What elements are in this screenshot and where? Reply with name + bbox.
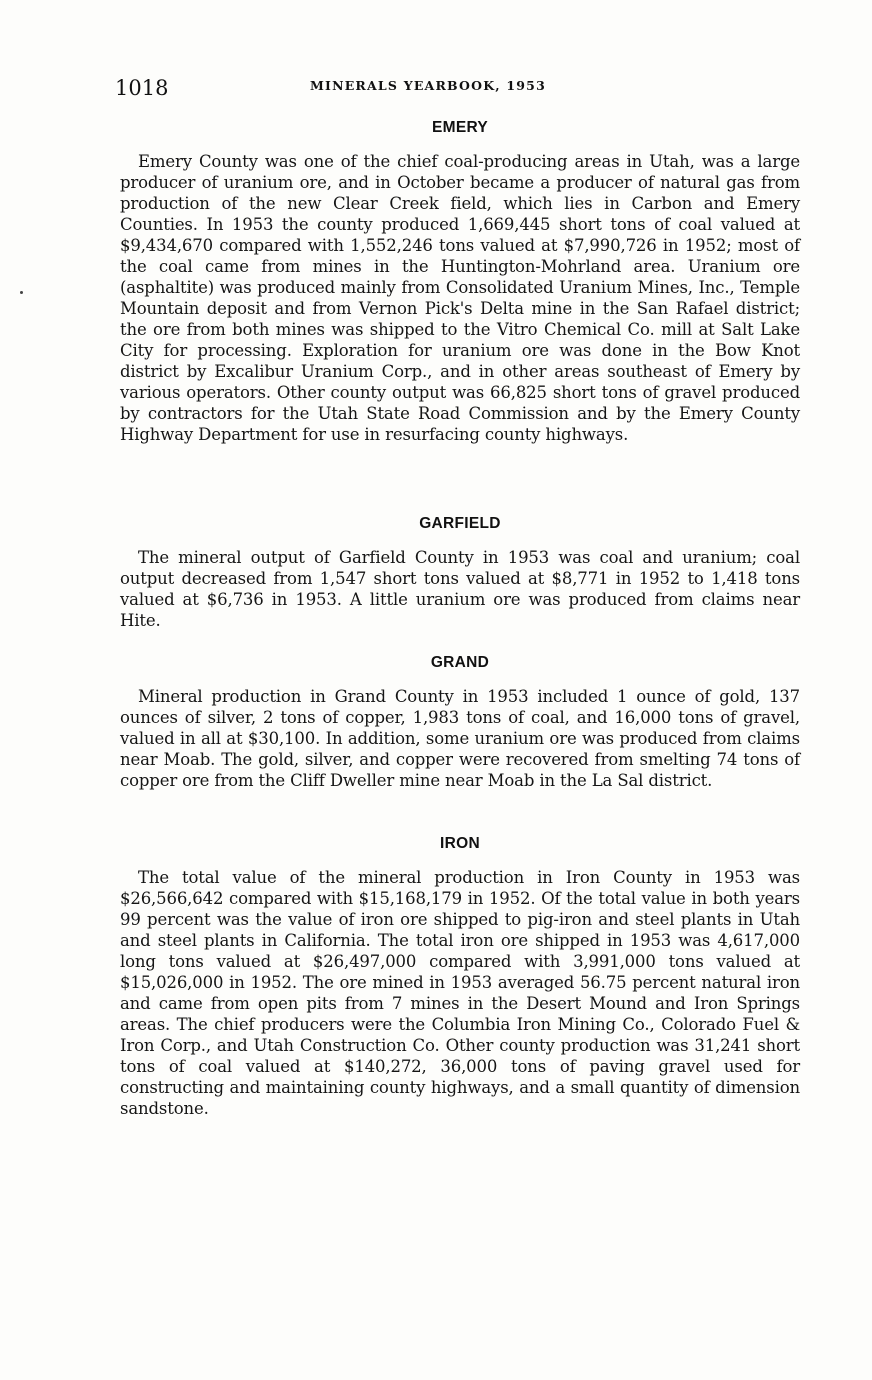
- section-garfield: [120, 515, 800, 631]
- section-heading-iron: IRON: [440, 835, 480, 852]
- running-head: [115, 76, 795, 106]
- page-number: 1018: [115, 76, 169, 100]
- section-heading-emery: EMERY: [431, 119, 489, 136]
- journal-title: MINERALS YEARBOOK, 1953: [310, 78, 546, 93]
- section-body-emery: Emery County was one of the chief coal-producing areas in Utah, was a large producer of uranium ore, and in October became a producer of natural gas from production of the new Clear Creek field, which lies in Carbon and Emery Counties. In 1953 the county produced 1,669,445 short tons of coal valued at $9,434,670 compared with 1,552,246 tons valued at $7,990,726 in 1952; most of the coal came from mines in the Huntington-Mohrland area. Uranium ore (asphaltite) was produced mainly from Consolidated Uranium Mines, Inc., Temple Mountain deposit and from Vernon Pick's Delta mine in the San Rafael district; the ore from both mines was shipped to the Vitro Chemical Co. mill at Salt Lake City for processing. Exploration for uranium ore was done in the Bow Knot district by Excalibur Uranium Corp., and in other areas southeast of Emery by various operators. Other county output was 66,825 short tons of gravel produced by contractors for the Utah State Road Commission and by the Emery County Highway Department for use in resurfacing county highways.: [120, 152, 800, 444]
- section-body-garfield: The mineral output of Garfield County in 1953 was coal and uranium; coal output decreased from 1,547 short tons valued at $8,771 in 1952 to 1,418 tons valued at $6,736 in 1953. A little uranium ore was produced from claims near Hite.: [120, 548, 800, 630]
- section-heading-garfield: GARFIELD: [419, 515, 501, 532]
- section-grand: [120, 654, 800, 791]
- section-body-grand: Mineral production in Grand County in 1953 included 1 ounce of gold, 137 ounces of silver, 2 tons of copper, 1,983 tons of coal, and 16,000 tons of gravel, valued in all at $30,100. In addition, some uranium ore was produced from claims near Moab. The gold, silver, and copper were recovered from smelting 74 tons of copper ore from the Cliff Dweller mine near Moab in the La Sal district.: [120, 687, 800, 790]
- scan-speck: [20, 291, 23, 294]
- section-body-iron: The total value of the mineral production in Iron County in 1953 was $26,566,642 compared with $15,168,179 in 1952. Of the total value in both years 99 percent was the value of iron ore shipped to pig-iron and steel plants in Utah and steel plants in California. The total iron ore shipped in 1953 was 4,617,000 long tons valued at $26,497,000 compared with 3,991,000 tons valued at $15,026,000 in 1952. The ore mined in 1953 averaged 56.75 percent natural iron and came from open pits from 7 mines in the Desert Mound and Iron Springs areas. The chief producers were the Columbia Iron Mining Co., Colorado Fuel & Iron Corp., and Utah Construction Co. Other county production was 31,241 short tons of coal valued at $140,272, 36,000 tons of paving gravel used for constructing and maintaining county highways, and a small quantity of dimension sandstone.: [120, 868, 800, 1118]
- section-iron: [120, 835, 800, 1119]
- section-heading-grand: GRAND: [430, 654, 490, 671]
- section-emery: [120, 119, 800, 445]
